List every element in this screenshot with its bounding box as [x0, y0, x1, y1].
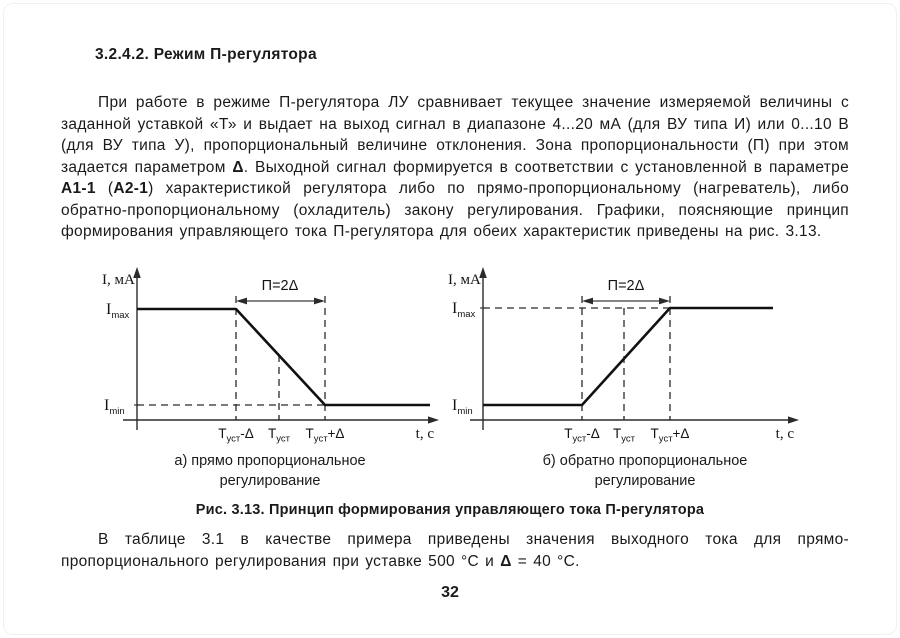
subcaption-line: а) прямо пропорциональное: [174, 453, 366, 469]
imin-label: $I_{min}$: [452, 397, 473, 417]
imin-label: $I_{min}$: [104, 397, 125, 417]
paragraph-intro: При работе в режиме П-регулятора ЛУ сравнивает текущее значение измеряемой величины с заданной уставкой «Т» и выдает на выход сигнал в диапазоне 4...20 мА (для ВУ типа И) или 0...10 В (для ВУ типа У), пропорциональный величине отклонения. Зона пропорциональности (П) при этом задается параметром Δ. Выходной сигнал формируется в соответствии с установленной в параметре А1-1 (А2-1) характеристикой регулятора либо по прямо-пропорциональному (нагреватель), либо обратно-пропорциональному (охладитель) закону регулирования. Графики, поясняющие принцип формирования управляющего тока П-регулятора для обеих характеристик приведены на рис. 3.13.: [61, 94, 849, 240]
graph-inverse-proportional: [440, 264, 810, 450]
imax-label: $I_{max}$: [452, 300, 476, 320]
subcaption-line: б) обратно пропорциональное: [542, 453, 748, 469]
output-current-curve: [483, 308, 773, 405]
paragraph-table-reference: В таблице 3.1 в качестве примера приведены значения выходного тока для прямо-пропорционального регулирования при уставке 500 °С и Δ = 40 °С.: [61, 531, 849, 570]
x-tick-label-tust-minus-delta: $T_{уст}-\Delta$: [218, 426, 254, 445]
section-heading: 3.2.4.2. Режим П-регулятора: [95, 46, 317, 63]
zone-label: П=2Δ: [261, 278, 299, 294]
x-tick-label-tust-minus-delta: $T_{уст}-\Delta$: [564, 426, 600, 445]
zone-label: П=2Δ: [607, 278, 645, 294]
y-axis-label: I, мА: [102, 272, 135, 288]
zone-arrow-right-icon: [659, 298, 670, 305]
subcaption-inverse: [505, 451, 785, 491]
x-axis-label: t, с: [775, 426, 794, 442]
x-tick-label-tust: $T_{уст}$: [613, 426, 635, 445]
subcaption-line: регулирование: [219, 473, 321, 489]
page-number: 32: [441, 584, 459, 601]
output-current-curve: [137, 309, 430, 405]
x-tick-label-tust-plus-delta: $T_{уст}+\Delta$: [650, 426, 690, 445]
figure-caption: Рис. 3.13. Принцип формирования управляющего тока П-регулятора: [195, 502, 705, 518]
imax-label: $I_{max}$: [106, 301, 130, 321]
x-axis-arrow-icon: [428, 416, 439, 423]
zone-arrow-left-icon: [582, 298, 593, 305]
subcaption-line: регулирование: [594, 473, 696, 489]
x-tick-label-tust: $T_{уст}$: [268, 426, 290, 445]
zone-arrow-left-icon: [236, 298, 247, 305]
x-axis-label: t, с: [415, 426, 434, 442]
subcaption-direct: [130, 451, 410, 491]
zone-arrow-right-icon: [314, 298, 325, 305]
x-tick-label-tust-plus-delta: $T_{уст}+\Delta$: [305, 426, 345, 445]
graph-direct-proportional: [90, 264, 445, 450]
y-axis-label: I, мА: [448, 272, 481, 288]
x-axis-arrow-icon: [788, 416, 799, 423]
